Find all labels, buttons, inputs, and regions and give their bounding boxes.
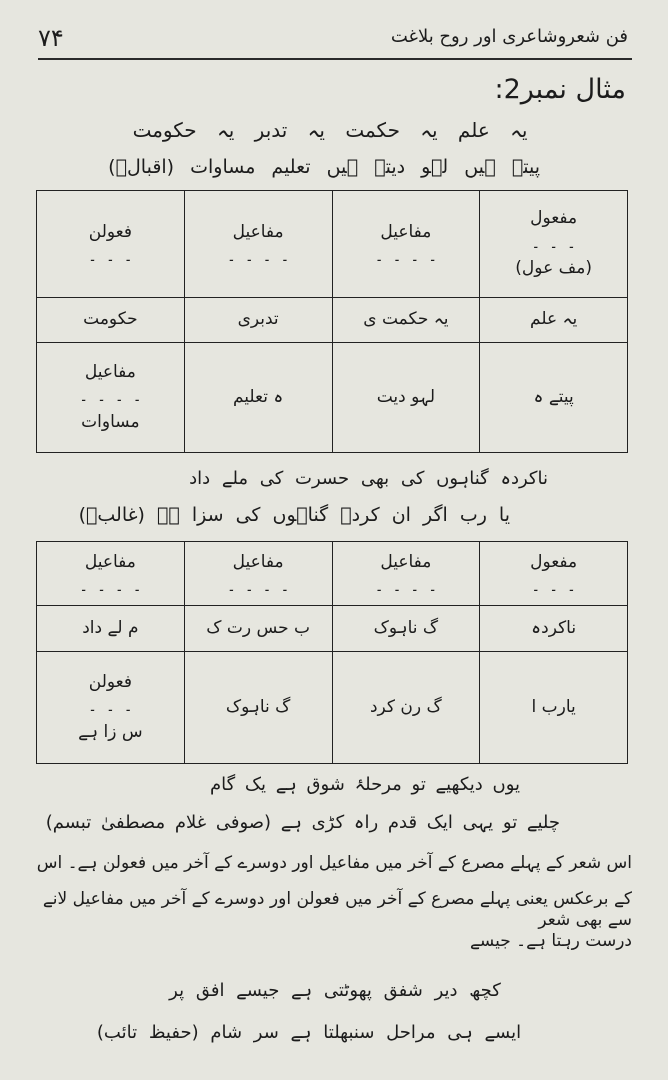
explanation-line: درست رہتا ہے۔ جیسے (469, 931, 632, 951)
table-cell (37, 191, 185, 298)
foot-name: مفاعیل (232, 551, 284, 572)
meter-marks: ۔ ۔ ۔ ۔ (227, 576, 290, 595)
table-cell (37, 542, 185, 606)
table-cell (480, 542, 628, 606)
foot-name: مفاعیل (84, 361, 136, 382)
table-cell: لہو دیت (332, 343, 480, 453)
table-cell: ناکردہ (480, 606, 628, 652)
meter-marks: ۔ ۔ ۔ (531, 233, 576, 252)
foot-name: فعولن (88, 222, 132, 242)
verse-ghalib-line-1: ناکردہ گناہوں کی بھی حسرت کی ملے داد (189, 468, 548, 489)
scansion-table-ghalib (36, 541, 628, 764)
table-row (37, 542, 628, 606)
table-cell: گ ناہوک (184, 652, 332, 764)
word-chunk: مساوات (81, 411, 140, 432)
meter-marks: ۔ ۔ ۔ (88, 697, 133, 716)
table-row (37, 191, 628, 298)
table-cell: م لے داد (37, 606, 185, 652)
foot-name: مفاعیل (232, 222, 284, 242)
table-row (37, 606, 628, 652)
meter-marks: ۔ ۔ ۔ ۔ (79, 576, 142, 595)
table-cell (480, 191, 628, 298)
meter-marks: ۔ ۔ ۔ ۔ (374, 247, 437, 266)
foot-name: فعولن (88, 671, 132, 692)
table-cell (332, 191, 480, 298)
foot-name: مفاعیل (84, 551, 136, 572)
table-cell (37, 343, 185, 453)
header-rule (38, 58, 632, 60)
table-cell: ب حس رت ک (184, 606, 332, 652)
meter-marks: ۔ ۔ ۔ ۔ (227, 247, 290, 266)
verse-tayib-line-1: کچھ دیر شفق پھوٹتی ہے جیسے افق پر (169, 980, 501, 1001)
table-cell: گ رن کرد (332, 652, 480, 764)
table-cell: ہ تعلیم (184, 343, 332, 453)
verse-tabassum-line-2: چلیے تو یہی ایک قدم راہ کڑی ہے (صوفی غلام مصطفیٰ تبسم) (45, 812, 560, 833)
scansion-table-iqbal (36, 190, 628, 453)
page-number: ۷۴ (38, 24, 64, 52)
table-cell (332, 542, 480, 606)
meter-marks: ۔ ۔ ۔ ۔ (374, 576, 437, 595)
table-cell: حکومت (37, 298, 185, 343)
explanation-line: اس شعر کے پہلے مصرع کے آخر میں مفاعیل اور دوسرے کے آخر میں فعولن ہے۔ اس (36, 853, 632, 873)
table-cell: تدبری (184, 298, 332, 343)
table-row (37, 343, 628, 453)
verse-tabassum-line-1: یوں دیکھیے تو مرحلۂ شوق ہے یک گام (209, 774, 521, 795)
explanation-line: کے برعکس یعنی پہلے مصرع کے آخر میں فعولن اور دوسرے کے آخر میں مفاعیل لانے سے بھی شعر (42, 889, 632, 930)
meter-marks: ۔ ۔ ۔ ۔ (79, 387, 142, 406)
foot-breakdown: (مف عول) (515, 258, 592, 279)
table-cell: یہ علم (480, 298, 628, 343)
foot-name: مفاعیل (380, 551, 432, 572)
meter-marks: ۔ ۔ ۔ (88, 247, 133, 266)
meter-marks: ۔ ۔ ۔ (531, 576, 576, 595)
foot-name: مفاعیل (380, 222, 432, 242)
verse-iqbal-line-2: پیتے ہیں لہو دیتے ہیں تعلیم مساوات (اقبالؔ) (108, 156, 540, 178)
verse-tayib-line-2: ایسے ہی مراحل سنبھلتا ہے سر شام (حفیظ تائب) (96, 1022, 522, 1043)
table-cell: گ ناہوک (332, 606, 480, 652)
table-cell: پیتے ہ (480, 343, 628, 453)
word-chunk: س زا ہے (78, 721, 143, 742)
foot-name: مفعول (530, 208, 578, 229)
running-title: فن شعروشاعری اور روح بلاغت (390, 26, 628, 47)
table-cell (184, 191, 332, 298)
table-cell (37, 652, 185, 764)
table-row (37, 652, 628, 764)
verse-iqbal-line-1: یہ علم یہ حکمت یہ تدبر یہ حکومت (132, 118, 528, 142)
table-row (37, 298, 628, 343)
verse-ghalib-line-2: یا رب اگر ان کردہ گناہوں کی سزا ہے (غالبؔ) (78, 504, 510, 526)
table-cell: یارب ا (480, 652, 628, 764)
table-cell (184, 542, 332, 606)
table-cell: یہ حکمت ی (332, 298, 480, 343)
page-header (38, 20, 632, 56)
example-heading: مثال نمبر2: (494, 74, 626, 105)
foot-name: مفعول (530, 551, 578, 572)
